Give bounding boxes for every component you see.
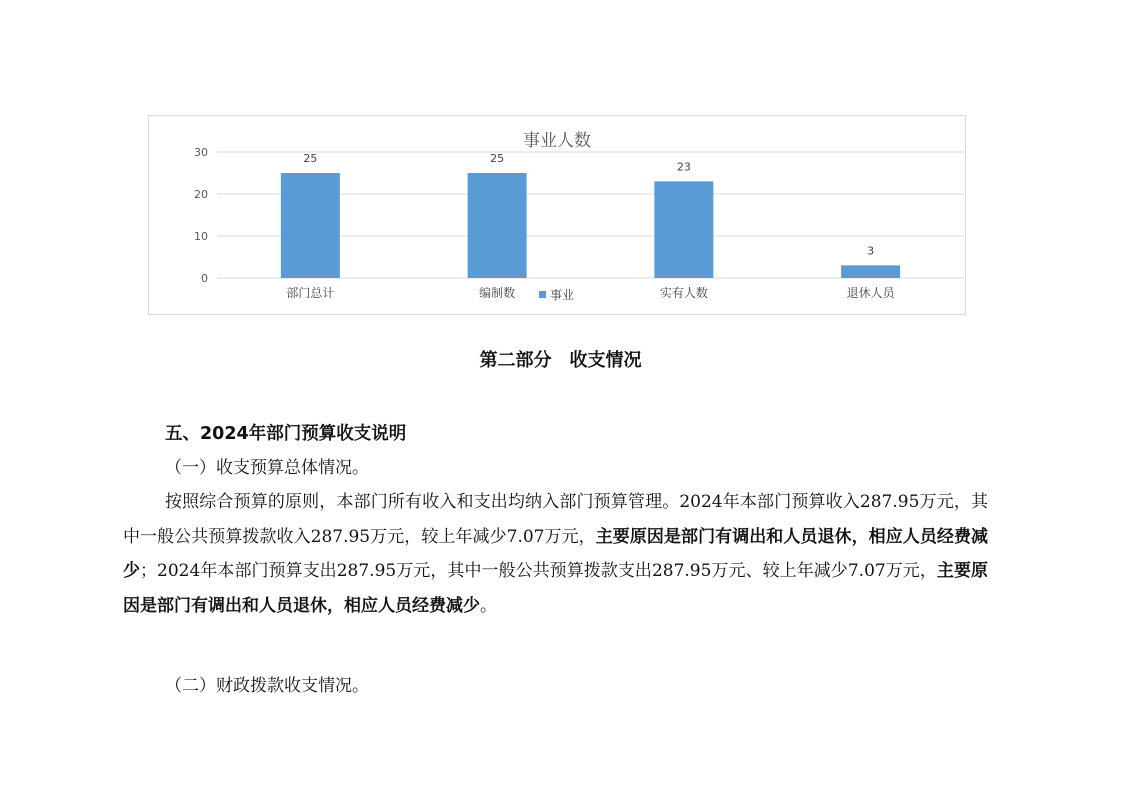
chart-plot <box>149 116 965 314</box>
y-tick-label: 20 <box>194 188 208 201</box>
data-label: 3 <box>867 244 875 258</box>
staff-bar-chart <box>148 115 966 315</box>
y-tick-label: 0 <box>201 272 208 285</box>
bar <box>281 173 340 278</box>
bar <box>468 173 527 278</box>
x-tick-label: 退休人员 <box>846 286 895 300</box>
y-tick-label: 10 <box>194 230 208 243</box>
paragraph-text-2: ；2024年本部门预算支出287.95万元，其中一般公共预算拨款支出287.95万元、较上年减少7.07万元， <box>140 561 937 581</box>
paragraph-bold-reason-2: 主要原因是部门有调出和人员退休，相应人员经费减少 <box>123 561 988 616</box>
bar <box>841 265 900 278</box>
x-tick-label: 部门总计 <box>286 286 335 300</box>
data-label: 23 <box>676 160 691 174</box>
body-paragraph <box>123 485 988 623</box>
section-title: 第二部分 收支情况 <box>479 350 642 371</box>
legend-swatch <box>539 291 546 298</box>
bar <box>654 181 713 278</box>
data-label: 25 <box>303 152 318 165</box>
data-label: 25 <box>490 152 505 165</box>
subheading-fiscal: （二）财政拨款收支情况。 <box>165 676 369 696</box>
legend-label: 事业 <box>550 288 575 302</box>
heading: 五、2024年部门预算收支说明 <box>165 424 407 444</box>
paragraph-end: 。 <box>480 595 497 616</box>
subheading-overall: （一）收支预算总体情况。 <box>165 458 369 478</box>
x-tick-label: 实有人数 <box>659 286 708 300</box>
x-tick-label: 编制数 <box>479 286 516 300</box>
y-tick-label: 30 <box>194 146 208 159</box>
paragraph-bold-reason-1: 主要原因是部门有调出和人员退休，相应人员经费减少 <box>123 526 989 581</box>
paragraph-text-1: 按照综合预算的原则，本部门所有收入和支出均纳入部门预算管理。2024年本部门预算收入287.95万元，其中一般公共预算拨款收入287.95万元，较上年减少7.07万元， <box>123 492 988 547</box>
chart-title: 事业人数 <box>523 131 591 151</box>
